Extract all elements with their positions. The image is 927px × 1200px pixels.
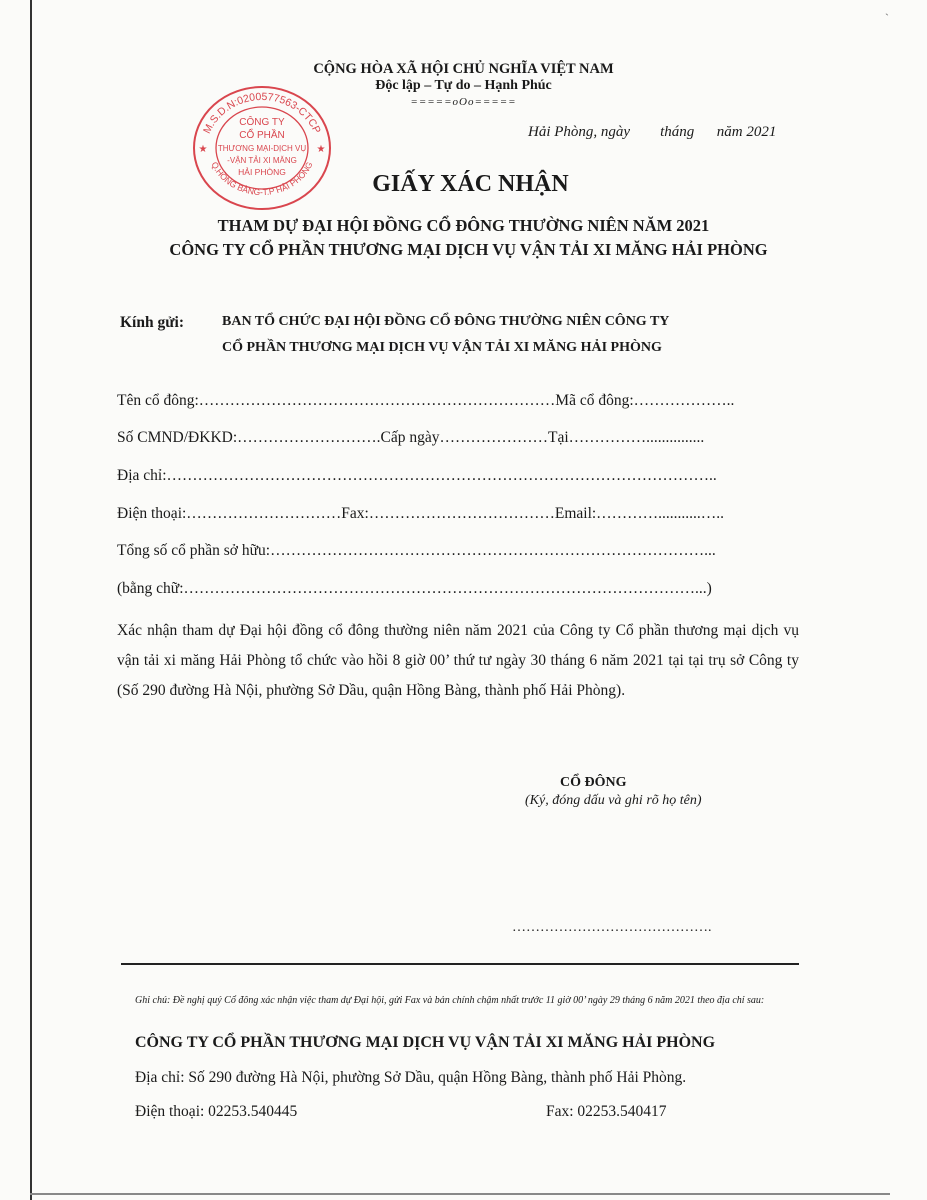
confirmation-paragraph: Xác nhận tham dự Đại hội đồng cổ đông thường niên năm 2021 của Công ty Cổ phần thương mại dịch vụ vận tải xi măng Hải Phòng tổ chức vào hồi 8 giờ 00’ thứ tư ngày 30 tháng 6 năm 2021 tại tại trụ sở Công ty (Số 290 đường Hà Nội, phường Sở Dầu, quận Hồng Bàng, thành phố Hải Phòng). xyxy=(117,622,799,699)
document-subtitle-1: THAM DỰ ĐẠI HỘI ĐỒNG CỔ ĐÔNG THƯỜNG NIÊN NĂM 2021 xyxy=(217,216,710,235)
corner-mark: ˎ xyxy=(885,2,889,16)
address-field[interactable]: Địa chỉ:…………………………………………………………………………………………….. xyxy=(117,467,717,484)
footer-phone: Điện thoại: 02253.540445 xyxy=(135,1103,298,1120)
footer-company-name: CÔNG TY CỔ PHẦN THƯƠNG MẠI DỊCH VỤ VẬN TẢI XI MĂNG HẢI PHÒNG xyxy=(135,1034,716,1051)
signature-line[interactable]: ……………………………………. xyxy=(512,920,712,935)
header-separator: =====oOo===== xyxy=(410,96,517,108)
shareholder-signature-label: CỔ ĐÔNG xyxy=(560,775,627,790)
seal-line-4: -VẬN TẢI XI MĂNG xyxy=(227,156,297,165)
seal-star-left-icon: ★ xyxy=(198,144,208,155)
recipient-line-2: CỔ PHẦN THƯƠNG MẠI DỊCH VỤ VẬN TẢI XI MĂNG HẢI PHÒNG xyxy=(222,340,662,355)
seal-line-3: THƯƠNG MẠI-DỊCH VỤ xyxy=(217,144,307,153)
motto: Độc lập – Tự do – Hạnh Phúc xyxy=(375,78,552,93)
phone-fax-email-field[interactable]: Điện thoại:…………………………Fax:………………………………Email:…………...........….. xyxy=(117,505,725,522)
document-title: GIẤY XÁC NHẬN xyxy=(372,171,569,197)
seal-line-2: CỔ PHẦN xyxy=(239,130,285,141)
bottom-edge-line xyxy=(30,1193,890,1195)
place-date: Hải Phòng, ngày tháng năm 2021 xyxy=(528,124,777,140)
seal-line-5: HẢI PHÒNG xyxy=(238,167,286,177)
signature-instruction: (Ký, đóng dấu và ghi rõ họ tên) xyxy=(525,793,702,808)
footer-fax: Fax: 02253.540417 xyxy=(546,1103,667,1120)
shares-in-words-field[interactable]: (bằng chữ:………………………………………………………………………………………...) xyxy=(117,580,712,597)
national-header: CỘNG HÒA XÃ HỘI CHỦ NGHĨA VIỆT NAM xyxy=(313,61,614,77)
seal-star-right-icon: ★ xyxy=(316,144,326,155)
document-subtitle-2: CÔNG TY CỔ PHẦN THƯƠNG MẠI DỊCH VỤ VẬN TẢI XI MĂNG HẢI PHÒNG xyxy=(169,240,768,259)
shareholder-name-field[interactable]: Tên cổ đông:……………………………………………………………Mã cổ đông:……………….. xyxy=(117,392,735,409)
seal-line-1: CÔNG TY xyxy=(239,117,285,128)
footer-divider xyxy=(121,963,799,965)
id-number-field[interactable]: Số CMND/ĐKKD:……………………….Cấp ngày…………………Tại……………............... xyxy=(117,429,705,446)
seal-bottom-text: Q.HỒNG BÀNG-T.P HẢI PHÒNG xyxy=(209,160,315,198)
total-shares-field[interactable]: Tổng số cổ phần sở hữu:…………………………………………………………………………... xyxy=(117,542,716,559)
note-text: Ghi chú: Đề nghị quý Cổ đông xác nhận việc tham dự Đại hội, gửi Fax và bản chính chậm nhất trước 11 giờ 00’ ngày 29 tháng 6 năm 2021 theo địa chỉ sau: xyxy=(135,995,765,1006)
recipient-line-1: BAN TỔ CHỨC ĐẠI HỘI ĐỒNG CỔ ĐÔNG THƯỜNG NIÊN CÔNG TY xyxy=(222,314,670,329)
footer-address: Địa chỉ: Số 290 đường Hà Nội, phường Sở Dầu, quận Hồng Bàng, thành phố Hải Phòng. xyxy=(135,1069,687,1086)
recipient-label: Kính gửi: xyxy=(120,314,184,331)
seal-outer-text: M.S.D.N:0200577563-CTCP xyxy=(201,90,323,136)
